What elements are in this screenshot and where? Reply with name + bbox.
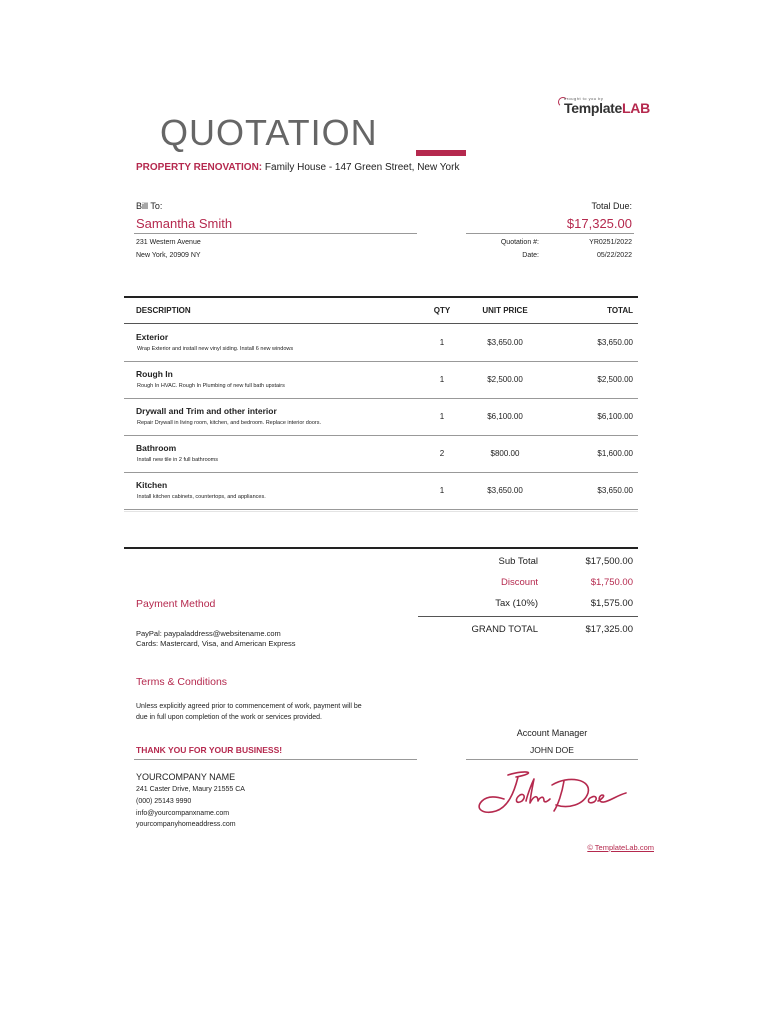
grand-total-rule xyxy=(418,616,638,617)
document-title: QUOTATION xyxy=(160,112,378,153)
signature xyxy=(468,765,638,825)
header-total: TOTAL xyxy=(607,306,633,315)
item-qty: 1 xyxy=(439,486,445,495)
item-description: Install new tile in 2 full bathrooms xyxy=(137,457,219,463)
header-unit-price: UNIT PRICE xyxy=(482,306,528,315)
bill-to-divider xyxy=(134,233,417,234)
company-name: YOURCOMPANY NAME xyxy=(136,772,236,782)
item-description: Install kitchen cabinets, countertops, and appliances. xyxy=(137,494,266,500)
item-qty: 2 xyxy=(439,449,445,458)
company-address: 241 Caster Drive, Maury 21555 CA xyxy=(136,786,245,793)
account-manager-name: JOHN DOE xyxy=(530,745,574,755)
table-row xyxy=(124,398,638,436)
subtotal-label: Sub Total xyxy=(498,556,538,567)
templatelab-credit-link[interactable]: © TemplateLab.com xyxy=(587,843,654,852)
company-website: yourcompanyhomeaddress.com xyxy=(136,821,236,828)
item-unit-price: $6,100.00 xyxy=(487,412,523,421)
item-unit-price: $2,500.00 xyxy=(487,375,523,384)
payment-method-heading: Payment Method xyxy=(136,598,216,610)
item-title: Kitchen xyxy=(136,480,168,490)
date-value: 05/22/2022 xyxy=(596,252,632,259)
item-total: $6,100.00 xyxy=(597,412,633,421)
table-row xyxy=(124,472,638,510)
item-description: Repair Drywall in living room, kitchen, and bedroom. Replace interior doors. xyxy=(137,420,322,426)
item-total: $3,650.00 xyxy=(597,486,633,495)
grand-total-value: $17,325.00 xyxy=(585,624,633,635)
payment-paypal: PayPal: paypaladdress@websitename.com xyxy=(136,629,281,638)
payment-cards: Cards: Mastercard, Visa, and American Express xyxy=(136,639,296,648)
header-description: DESCRIPTION xyxy=(136,306,191,315)
item-title: Bathroom xyxy=(136,443,177,453)
quotation-subject xyxy=(136,162,459,173)
grand-total-label: GRAND TOTAL xyxy=(471,624,538,635)
logo-tagline: brought to you by xyxy=(564,96,604,101)
templatelab-logo xyxy=(558,96,658,118)
header-qty: QTY xyxy=(433,306,451,315)
totals-top-rule xyxy=(124,547,638,549)
subtotal-value: $17,500.00 xyxy=(585,556,633,567)
table-row xyxy=(124,435,638,473)
terms-text-line1: Unless explicitly agreed prior to commencement of work, payment will be xyxy=(136,703,362,710)
item-description: Rough In HVAC. Rough In Plumbing of new full bath upstairs xyxy=(137,383,285,389)
client-address-line2: New York, 20909 NY xyxy=(136,252,201,259)
table-row xyxy=(124,361,638,399)
bill-to-label: Bill To: xyxy=(136,201,163,211)
item-qty: 1 xyxy=(439,338,445,347)
terms-heading: Terms & Conditions xyxy=(136,676,228,688)
account-manager-divider xyxy=(466,759,638,760)
logo-text xyxy=(564,100,650,116)
item-unit-price: $3,650.00 xyxy=(487,338,523,347)
item-title: Exterior xyxy=(136,332,169,342)
item-description: Wrap Exterior and install new vinyl siding. Install 6 new windows xyxy=(137,346,294,352)
item-unit-price: $3,650.00 xyxy=(487,486,523,495)
table-bottom-faint-rule xyxy=(124,511,638,512)
title-accent-bar xyxy=(416,150,466,156)
table-row xyxy=(124,324,638,362)
account-manager-title: Account Manager xyxy=(516,728,588,738)
item-title: Rough In xyxy=(136,369,173,379)
terms-text-line2: due in full upon completion of the work or services provided. xyxy=(136,714,322,721)
table-top-rule xyxy=(124,296,638,298)
item-qty: 1 xyxy=(439,412,445,421)
quotation-number-value: YR0251/2022 xyxy=(589,239,632,246)
client-address-line1: 231 Western Avenue xyxy=(136,239,201,246)
item-title: Drywall and Trim and other interior xyxy=(136,406,277,416)
item-unit-price: $800.00 xyxy=(490,449,520,458)
logo-accent-text: LAB xyxy=(622,100,650,116)
client-name: Samantha Smith xyxy=(136,216,233,231)
item-total: $3,650.00 xyxy=(597,338,633,347)
tax-label: Tax (10%) xyxy=(495,598,538,609)
subject-value: Family House - 147 Green Street, New York xyxy=(264,162,460,173)
total-due-amount: $17,325.00 xyxy=(566,216,632,231)
tax-value: $1,575.00 xyxy=(590,598,633,609)
total-due-divider xyxy=(466,233,634,234)
item-total: $1,600.00 xyxy=(597,449,633,458)
quotation-number-label: Quotation #: xyxy=(500,239,539,246)
company-email: info@yourcompanxname.com xyxy=(136,810,230,817)
item-total: $2,500.00 xyxy=(597,375,633,384)
thank-you-divider xyxy=(134,759,417,760)
date-label: Date: xyxy=(522,252,539,259)
item-qty: 1 xyxy=(439,375,445,384)
subject-label: PROPERTY RENOVATION: xyxy=(136,162,263,173)
company-phone: (000) 25143 9990 xyxy=(136,798,192,805)
discount-label: Discount xyxy=(501,577,538,588)
thank-you-note: THANK YOU FOR YOUR BUSINESS! xyxy=(136,745,283,755)
logo-main-text: Template xyxy=(564,100,623,116)
discount-value: $1,750.00 xyxy=(590,577,633,588)
total-due-label: Total Due: xyxy=(591,201,632,211)
